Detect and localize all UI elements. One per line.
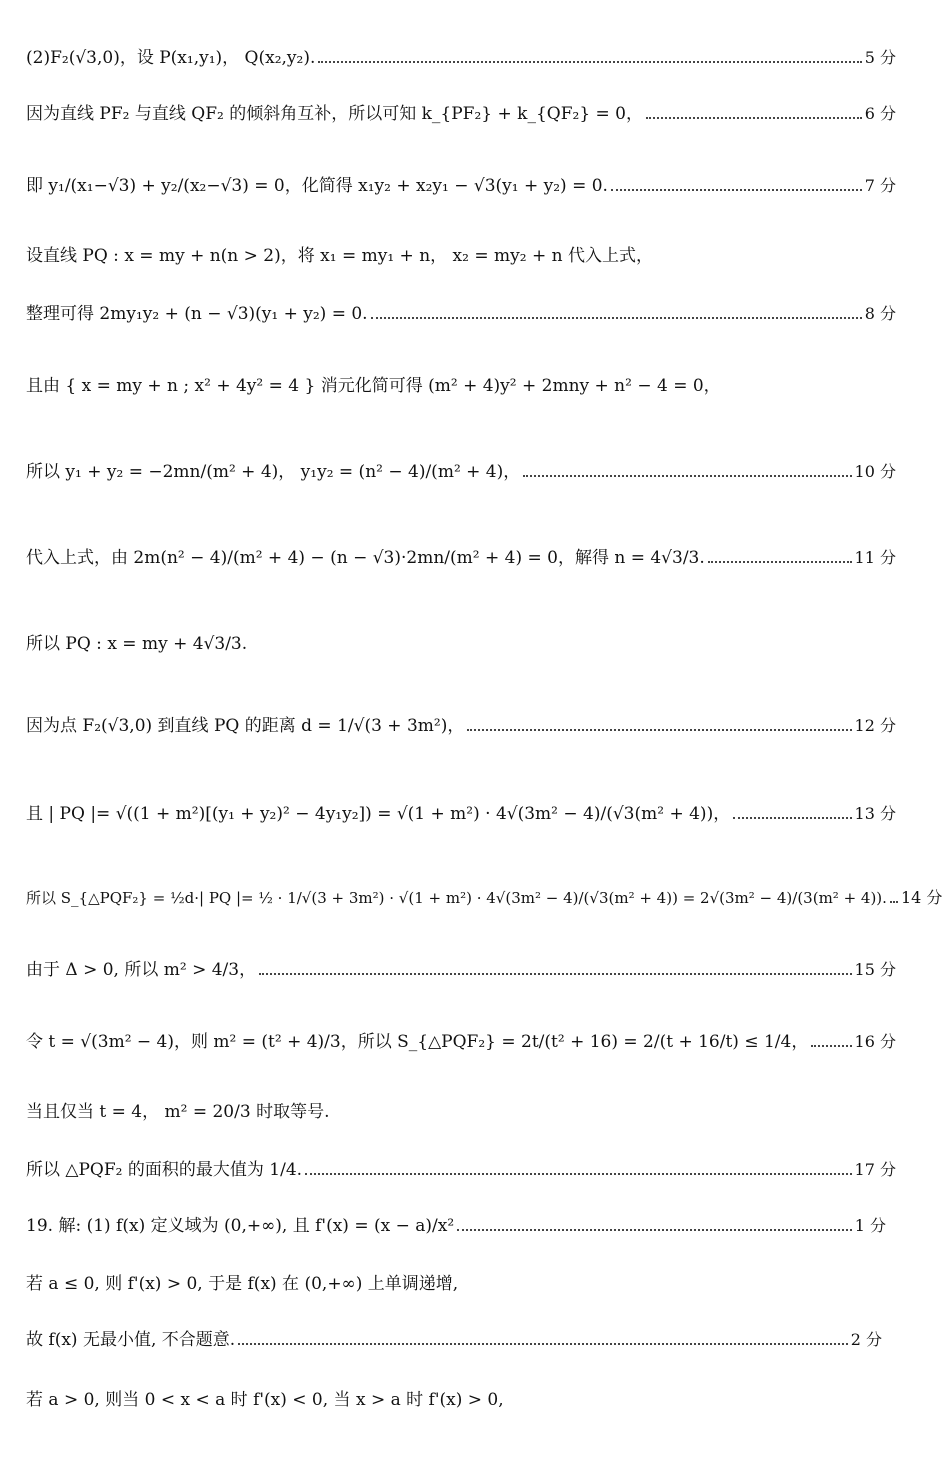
dot-leader: [457, 1228, 852, 1231]
score-label: 17 分: [854, 1160, 896, 1180]
dot-leader: [708, 560, 852, 563]
line-text: 设直线 PQ : x = my + n(n > 2)，将 x₁ = my₁ + n， x₂ = my₂ + n 代入上式，: [26, 245, 653, 266]
solution-line: [26, 452, 900, 492]
dot-leader: [259, 972, 851, 975]
score-label: 13 分: [854, 804, 896, 824]
score-label: 8 分: [864, 304, 896, 324]
score-label: 14 分: [900, 888, 942, 908]
solution-line: [26, 624, 900, 664]
dot-leader: [890, 900, 898, 903]
line-text: 若 a > 0, 则当 0 < x < a 时 f'(x) < 0, 当 x > a 时 f'(x) > 0,: [26, 1389, 504, 1410]
score-label: 6 分: [864, 104, 896, 124]
line-text: 由于 Δ > 0, 所以 m² > 4/3，: [26, 959, 257, 980]
solution-line: [26, 1206, 890, 1246]
score-label: 15 分: [854, 960, 896, 980]
dot-leader: [318, 60, 861, 63]
solution-line: [26, 1150, 900, 1190]
solution-line: [26, 538, 900, 578]
dot-leader: [523, 474, 851, 477]
line-text: 即 y₁/(x₁−√3) + y₂/(x₂−√3) = 0，化简得 x₁y₂ + x₂y₁ − √3(y₁ + y₂) = 0.: [26, 175, 608, 196]
line-text: 所以 △PQF₂ 的面积的最大值为 1/4.: [26, 1159, 303, 1180]
dot-leader: [238, 1342, 848, 1345]
dot-leader: [646, 116, 862, 119]
solution-line: [26, 294, 900, 334]
line-text: 若 a ≤ 0, 则 f'(x) > 0, 于是 f(x) 在 (0,+∞) 上单调递增,: [26, 1273, 459, 1294]
dot-leader: [611, 188, 862, 191]
dot-leader: [733, 816, 851, 819]
score-label: 16 分: [854, 1032, 896, 1052]
solution-line: [26, 1092, 900, 1132]
score-label: 2 分: [850, 1330, 882, 1350]
solution-line: [26, 1320, 886, 1360]
solution-line: [26, 236, 900, 276]
line-text: 故 f(x) 无最小值, 不合题意.: [26, 1329, 236, 1350]
solution-line: [26, 94, 900, 134]
score-label: 10 分: [854, 462, 896, 482]
solution-line: [26, 950, 900, 990]
line-text: 因为点 F₂(√3,0) 到直线 PQ 的距离 d = 1/√(3 + 3m²)，: [26, 715, 465, 736]
score-label: 1 分: [854, 1216, 886, 1236]
solution-line: [26, 166, 900, 206]
line-text: 且 | PQ |= √((1 + m²)[(y₁ + y₂)² − 4y₁y₂]) = √(1 + m²) · 4√(3m² − 4)/(√3(m² + 4))，: [26, 803, 731, 824]
line-text: 代入上式，由 2m(n² − 4)/(m² + 4) − (n − √3)·2mn/(m² + 4) = 0，解得 n = 4√3/3.: [26, 547, 705, 568]
solution-line: [26, 1264, 900, 1304]
line-text: 所以 y₁ + y₂ = −2mn/(m² + 4)， y₁y₂ = (n² − 4)/(m² + 4)，: [26, 461, 521, 482]
line-text: 且由 { x = my + n ; x² + 4y² = 4 } 消元化简可得 (m² + 4)y² + 2mny + n² − 4 = 0，: [26, 375, 721, 396]
line-text: 当且仅当 t = 4， m² = 20/3 时取等号.: [26, 1101, 330, 1122]
line-text: 19. 解: (1) f(x) 定义域为 (0,+∞), 且 f'(x) = (x − a)/x²: [26, 1215, 455, 1236]
line-text: 因为直线 PF₂ 与直线 QF₂ 的倾斜角互补，所以可知 k_{PF₂} + k_{QF₂} = 0，: [26, 103, 643, 124]
score-label: 7 分: [864, 176, 896, 196]
score-label: 5 分: [864, 48, 896, 68]
solution-line: [26, 1380, 900, 1420]
solution-line: [26, 366, 900, 406]
solution-line: [26, 794, 900, 834]
score-label: 11 分: [854, 548, 896, 568]
solution-line: [26, 878, 942, 918]
line-text: (2)F₂(√3,0)，设 P(x₁,y₁)， Q(x₂,y₂).: [26, 47, 316, 68]
dot-leader: [371, 316, 862, 319]
solution-line: [26, 1022, 900, 1062]
line-text: 所以 PQ : x = my + 4√3/3.: [26, 633, 248, 654]
line-text: 令 t = √(3m² − 4)，则 m² = (t² + 4)/3，所以 S_{△PQF₂} = 2t/(t² + 16) = 2/(t + 16/t) ≤ 1/4，: [26, 1031, 809, 1052]
score-label: 12 分: [854, 716, 896, 736]
dot-leader: [467, 728, 851, 731]
solution-line: [26, 706, 900, 746]
line-text: 所以 S_{△PQF₂} = ½d·| PQ |= ½ · 1/√(3 + 3m²) · √(1 + m²) · 4√(3m² − 4)/(√3(m² + 4)) = 2√(3m² − 4)/(3(m² + 4)).: [26, 889, 887, 907]
dot-leader: [305, 1172, 852, 1175]
solution-line: [26, 38, 900, 78]
dot-leader: [811, 1044, 851, 1047]
line-text: 整理可得 2my₁y₂ + (n − √3)(y₁ + y₂) = 0.: [26, 303, 368, 324]
